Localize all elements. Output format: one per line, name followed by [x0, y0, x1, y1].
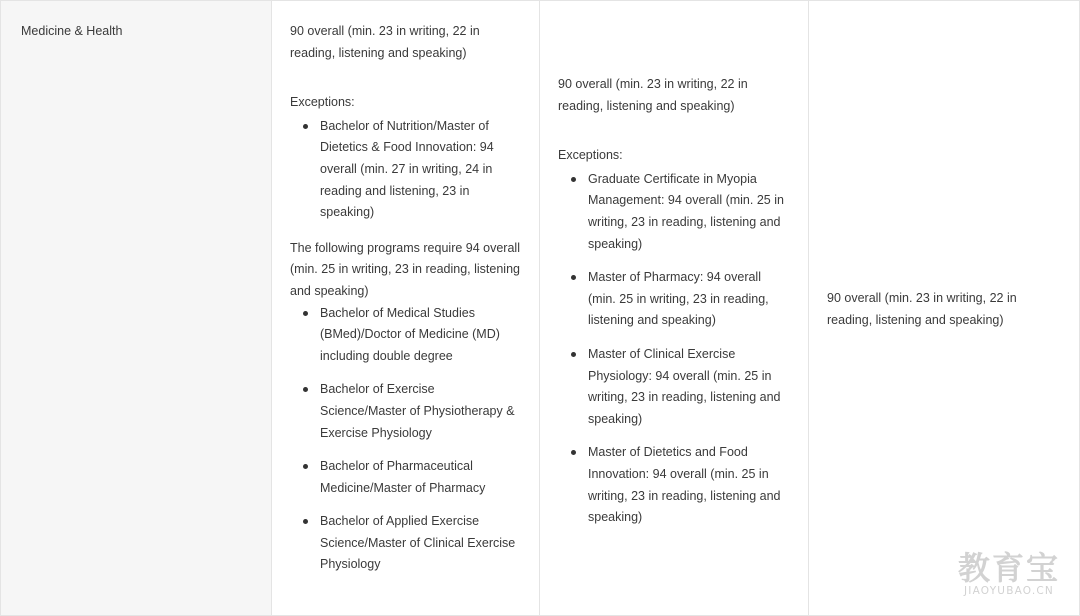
list-item: Master of Pharmacy: 94 overall (min. 25 in writing, 23 in reading, listening and speaking): [588, 267, 790, 332]
col3-exceptions-label: Exceptions:: [558, 148, 623, 163]
column-4-cell: [809, 1, 1080, 615]
watermark-logo: [958, 551, 1060, 597]
col2-programs-list: [290, 303, 521, 577]
list-item: Bachelor of Pharmaceutical Medicine/Master of Pharmacy: [320, 456, 521, 499]
col3-exceptions-list: [558, 169, 790, 529]
list-item: Bachelor of Nutrition/Master of Dietetics & Food Innovation: 94 overall (min. 27 in writing, 24 in reading and listening, 23 in speaking): [320, 116, 521, 224]
col3-main-requirement: 90 overall (min. 23 in writing, 22 in reading, listening and speaking): [558, 77, 748, 113]
list-item: Master of Dietetics and Food Innovation: 94 overall (min. 25 in writing, 23 in reading, listening and speaking): [588, 442, 790, 528]
col2-main-requirement: 90 overall (min. 23 in writing, 22 in reading, listening and speaking): [290, 24, 480, 60]
col2-exceptions-label: Exceptions:: [290, 95, 355, 110]
category-label: Medicine & Health: [21, 24, 123, 38]
list-item: Graduate Certificate in Myopia Management: 94 overall (min. 25 in writing, 23 in reading, listening and speaking): [588, 169, 790, 255]
col2-exceptions-list: [290, 116, 521, 224]
col2-following-programs-text: The following programs require 94 overall (min. 25 in writing, 23 in reading, listening and speaking): [290, 240, 520, 298]
watermark-sub-text: JIAOYUBAO.CN: [964, 585, 1054, 597]
col4-main-requirement: 90 overall (min. 23 in writing, 22 in reading, listening and speaking): [827, 291, 1017, 327]
list-item: Master of Clinical Exercise Physiology: 94 overall (min. 25 in writing, 23 in reading, listening and speaking): [588, 344, 790, 430]
list-item: Bachelor of Medical Studies (BMed)/Doctor of Medicine (MD) including double degree: [320, 303, 521, 368]
list-item: Bachelor of Applied Exercise Science/Master of Clinical Exercise Physiology: [320, 511, 521, 576]
list-item: Bachelor of Exercise Science/Master of Physiotherapy & Exercise Physiology: [320, 379, 521, 444]
column-3-cell: [540, 1, 809, 615]
column-2-cell: [272, 1, 540, 615]
category-cell: [0, 1, 272, 615]
watermark-main-text: 教育宝: [957, 549, 1060, 587]
